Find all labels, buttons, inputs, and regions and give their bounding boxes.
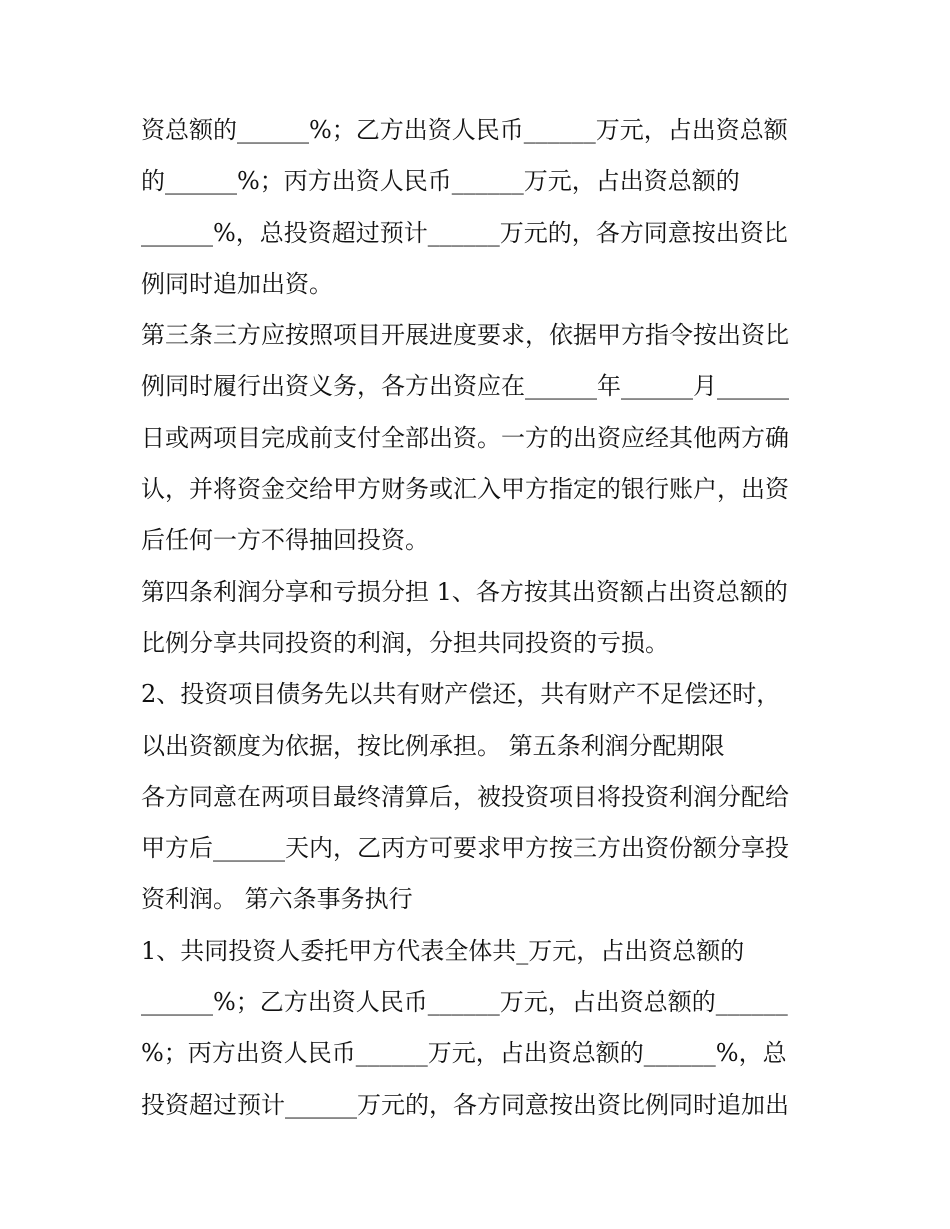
text-line: 日或两项目完成前支付全部出资。一方的出资应经其他两方确 xyxy=(141,423,789,452)
text-line: 1、共同投资人委托甲方代表全体共_万元，占出资总额的 xyxy=(141,936,745,965)
contract-text xyxy=(141,105,821,1131)
text-line: 2、投资项目债务先以共有财产偿还，共有财产不足偿还时， xyxy=(141,680,781,709)
text-line: 各方同意在两项目最终清算后，被投资项目将投资利润分配给 xyxy=(141,782,789,811)
text-line: 甲方后______天内，乙丙方可要求甲方按三方出资份额分享投 xyxy=(141,834,789,863)
text-line: 第三条三方应按照项目开展进度要求，依据甲方指令按出资比 xyxy=(141,321,789,350)
text-line: 投资超过预计______万元的，各方同意按出资比例同时追加出 xyxy=(141,1090,789,1119)
text-line: 例同时履行出资义务，各方出资应在______年______月______ xyxy=(141,372,789,401)
text-line: 比例分享共同投资的利润，分担共同投资的亏损。 xyxy=(141,628,669,657)
text-line: 例同时追加出资。 xyxy=(141,269,333,298)
text-line: 第四条利润分享和亏损分担 1、各方按其出资额占出资总额的 xyxy=(141,577,788,606)
text-line: 资总额的______%；乙方出资人民币______万元，占出资总额 xyxy=(141,116,788,144)
text-line: 以出资额度为依据，按比例承担。 第五条利润分配期限 xyxy=(141,731,725,760)
text-line: 的______%；丙方出资人民币______万元，占出资总额的 xyxy=(141,167,740,196)
text-line: 后任何一方不得抽回投资。 xyxy=(141,526,429,555)
text-line: ______%，总投资超过预计______万元的，各方同意按出资比 xyxy=(141,218,788,247)
text-line: ______%；乙方出资人民币______万元，占出资总额的______ xyxy=(141,988,788,1017)
text-line: 认，并将资金交给甲方财务或汇入甲方指定的银行账户，出资 xyxy=(141,475,789,504)
text-line: %；丙方出资人民币______万元，占出资总额的______%，总 xyxy=(141,1039,787,1068)
text-line: 资利润。 第六条事务执行 xyxy=(141,885,413,914)
